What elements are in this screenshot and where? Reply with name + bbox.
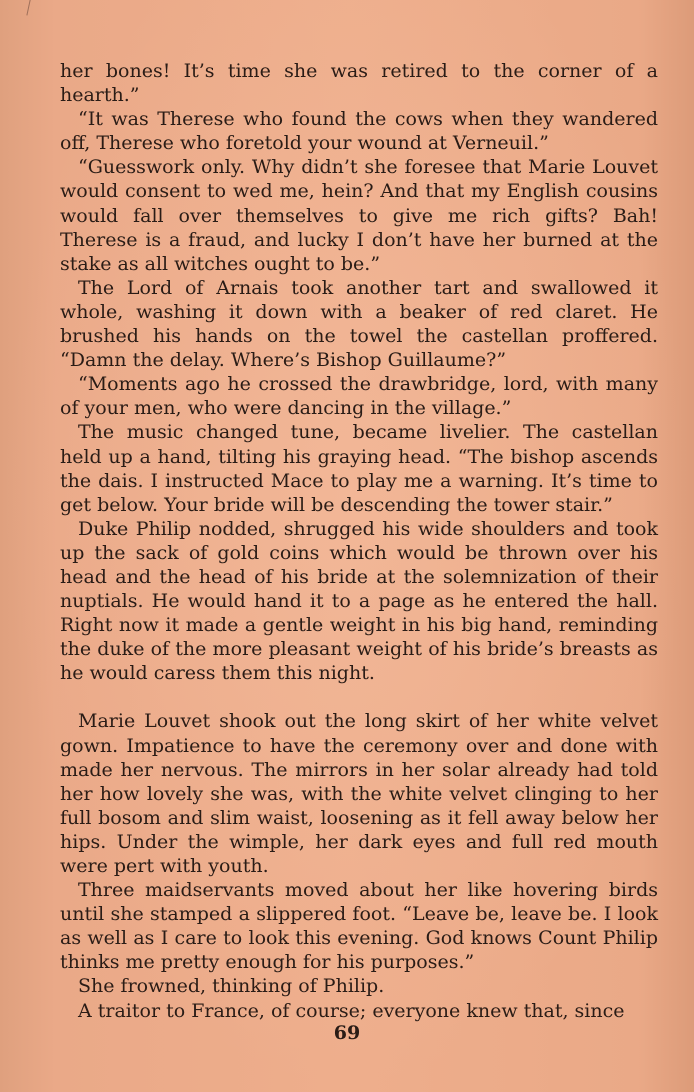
paragraph: Duke Philip nodded, shrugged his wide shoulders and took up the sack of gold coins which would be thrown over his head and the head of his bride at the solemnization of their nuptials. He would hand it to a page as he entered the hall. Right now it made a gentle weight in his big hand, reminding the duke of the more pleasant weight of his bride’s breasts as he would caress them this night. <box>60 517 658 685</box>
paragraph: Marie Louvet shook out the long skirt of her white velvet gown. Impatience to have the ceremony over and done with made her nervous. The mirrors in her solar already had told her how lovely she was, with the white velvet clinging to her full bosom and slim waist, loosening as it fell away below her hips. Under the wimple, her dark eyes and full red mouth were pert with youth. <box>60 710 658 877</box>
paragraph: The music changed tune, became livelier. The castellan held up a hand, tilting his graying head. “The bishop ascends the dais. I instructed Mace to play me a warning. It’s time to get below. Your bride will be descending the tower stair.” <box>60 421 658 516</box>
paragraph: “Moments ago he crossed the drawbridge, lord, with many of your men, who were dancing in the village.” <box>60 373 658 420</box>
paragraph: her bones! It’s time she was retired to the corner of a hearth.” <box>60 60 658 107</box>
paragraph: The Lord of Arnais took another tart and swallowed it whole, washing it down with a beaker of red claret. He brushed his hands on the towel the castellan proffered. “Damn the delay. Where’s Bishop Guillaume?” <box>60 276 658 372</box>
paragraph: “Guesswork only. Why didn’t she foresee that Marie Louvet would consent to wed me, hein? And that my English cousins would fall over themselves to give me rich gifts? Bah! Therese is a fraud, and lucky I don’t have her burned at the stake as all witches ought to be.” <box>60 156 658 275</box>
paragraph: Three maidservants moved about her like hovering birds until she stamped a slippered foot. “Leave be, leave be. I look as well as I care to look this evening. God knows Count Philip thinks me pretty enough for his purposes.” <box>60 879 658 974</box>
paragraph: “It was Therese who found the cows when they wandered off, Therese who foretold your wound at Verneuil.” <box>60 108 658 155</box>
body-text <box>60 59 658 1023</box>
paragraph: A traitor to France, of course; everyone knew that, since <box>78 999 625 1022</box>
paragraph: She frowned, thinking of Philip. <box>78 975 385 998</box>
pencil-mark <box>26 0 34 16</box>
page-number: 69 <box>333 1022 361 1044</box>
